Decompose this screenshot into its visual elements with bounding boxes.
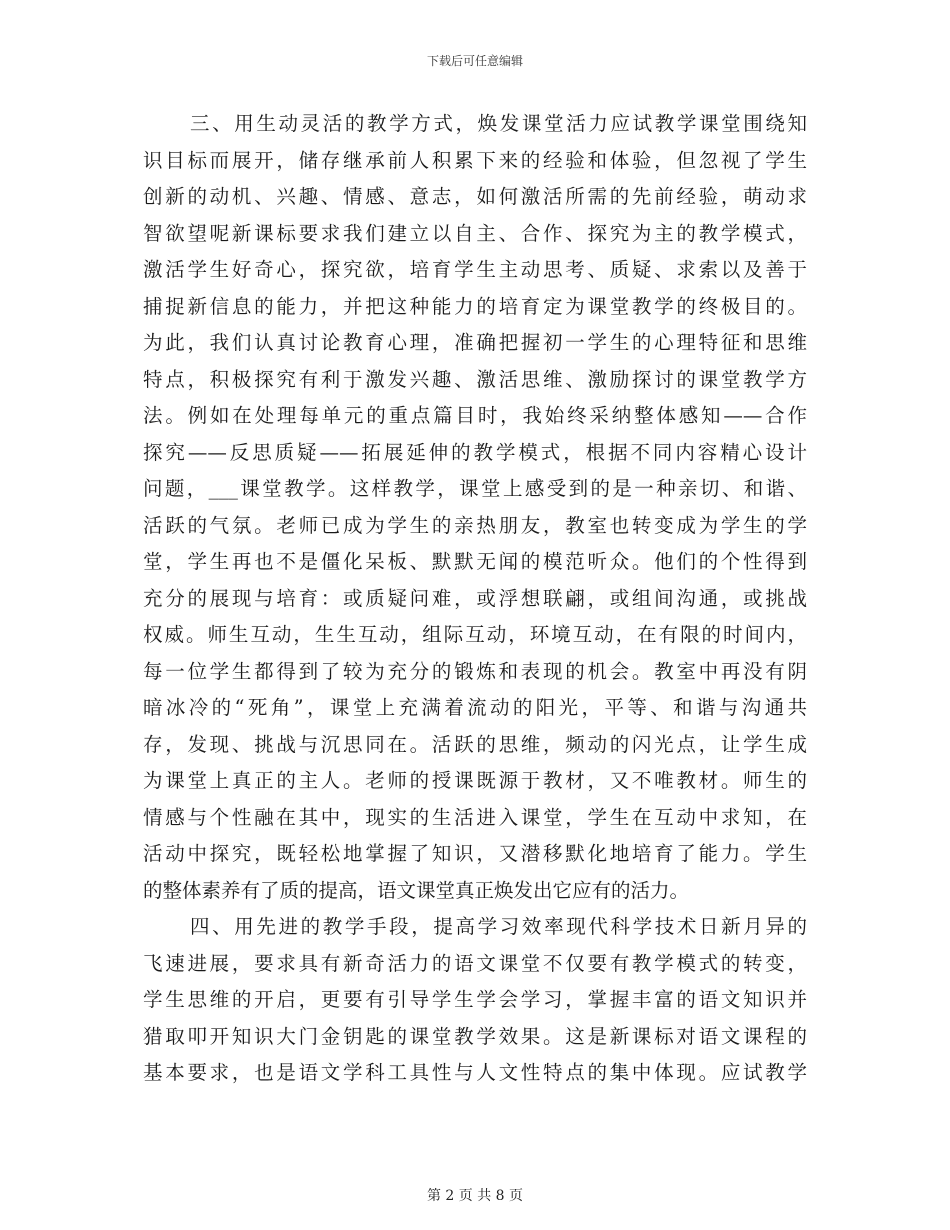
text-line: 三、用生动灵活的教学方式，焕发课堂活力应试教学课堂围绕知	[190, 112, 807, 135]
text-line: 四、用先进的教学手段，提高学习效率现代科学技术日新月异的	[190, 915, 807, 938]
text-line: 创新的动机、兴趣、情感、意志，如何激活所需的先前经验，萌动求	[143, 185, 807, 208]
text-line: 识目标而展开，储存继承前人积累下来的经验和体验，但忽视了学生	[143, 148, 807, 172]
paragraph-4	[143, 909, 807, 1092]
text-line: 权威。师生互动，生生互动，组际互动，环境互动，在有限的时间内，	[143, 623, 807, 646]
text-line: 猎取叩开知识大门金钥匙的课堂教学效果。这是新课标对语文课程的	[143, 1024, 807, 1048]
text-line: 为课堂上真正的主人。老师的授课既源于教材，又不唯教材。师生的	[143, 769, 807, 792]
text-line: 捕捉新信息的能力，并把这种能力的培育定为课堂教学的终极目的。	[143, 294, 807, 318]
text-line: 情感与个性融在其中，现实的生活进入课堂，学生在互动中求知，在	[143, 805, 807, 829]
page-number: 第 2 页 共 8 页	[426, 1188, 524, 1204]
text-line: 活跃的气氛。老师已成为学生的亲热朋友，教室也转变成为学生的学	[143, 513, 807, 537]
text-line: 学生思维的开启，更要有引导学生学会学习，掌握丰富的语文知识并	[143, 988, 807, 1011]
document-body	[143, 106, 807, 1092]
text-line: 为此，我们认真讨论教育心理，准确把握初一学生的心理特征和思维	[143, 331, 807, 354]
text-line: 问题，___课堂教学。这样教学，课堂上感受到的是一种亲切、和谐、	[143, 477, 807, 500]
text-line: 特点，积极探究有利于激发兴趣、激活思维、激励探讨的课堂教学方	[143, 367, 807, 391]
text-line: 基本要求，也是语文学科工具性与人文性特点的集中体现。应试教学	[143, 1061, 807, 1084]
text-line: 的整体素养有了质的提高，语文课堂真正焕发出它应有的活力。	[143, 878, 690, 902]
page-header: 下载后可任意编辑	[426, 54, 523, 68]
text-line: 智欲望呢新课标要求我们建立以自主、合作、探究为主的教学模式，	[143, 221, 807, 245]
paragraph-3	[143, 106, 807, 909]
text-line: 法。例如在处理每单元的重点篇目时，我始终采纳整体感知——合作	[143, 404, 807, 427]
text-line: 充分的展现与培育：或质疑问难，或浮想联翩，或组间沟通，或挑战	[143, 586, 807, 610]
text-line: 活动中探究，既轻松地掌握了知识，又潜移默化地培育了能力。学生	[143, 842, 807, 865]
text-line: 暗冰冷的“死角”，课堂上充满着流动的阳光，平等、和谐与沟通共	[143, 696, 807, 719]
text-line: 每一位学生都得到了较为充分的锻炼和表现的机会。教室中再没有阴	[143, 659, 807, 683]
text-line: 存，发现、挑战与沉思同在。活跃的思维，频动的闪光点，让学生成	[143, 732, 807, 756]
text-line: 堂，学生再也不是僵化呆板、默默无闻的模范听众。他们的个性得到	[143, 550, 807, 573]
text-line: 飞速进展，要求具有新奇活力的语文课堂不仅要有教学模式的转变，	[143, 951, 807, 975]
text-line: 探究——反思质疑——拓展延伸的教学模式，根据不同内容精心设计	[143, 440, 807, 464]
text-line: 激活学生好奇心，探究欲，培育学生主动思考、质疑、求索以及善于	[143, 258, 807, 281]
